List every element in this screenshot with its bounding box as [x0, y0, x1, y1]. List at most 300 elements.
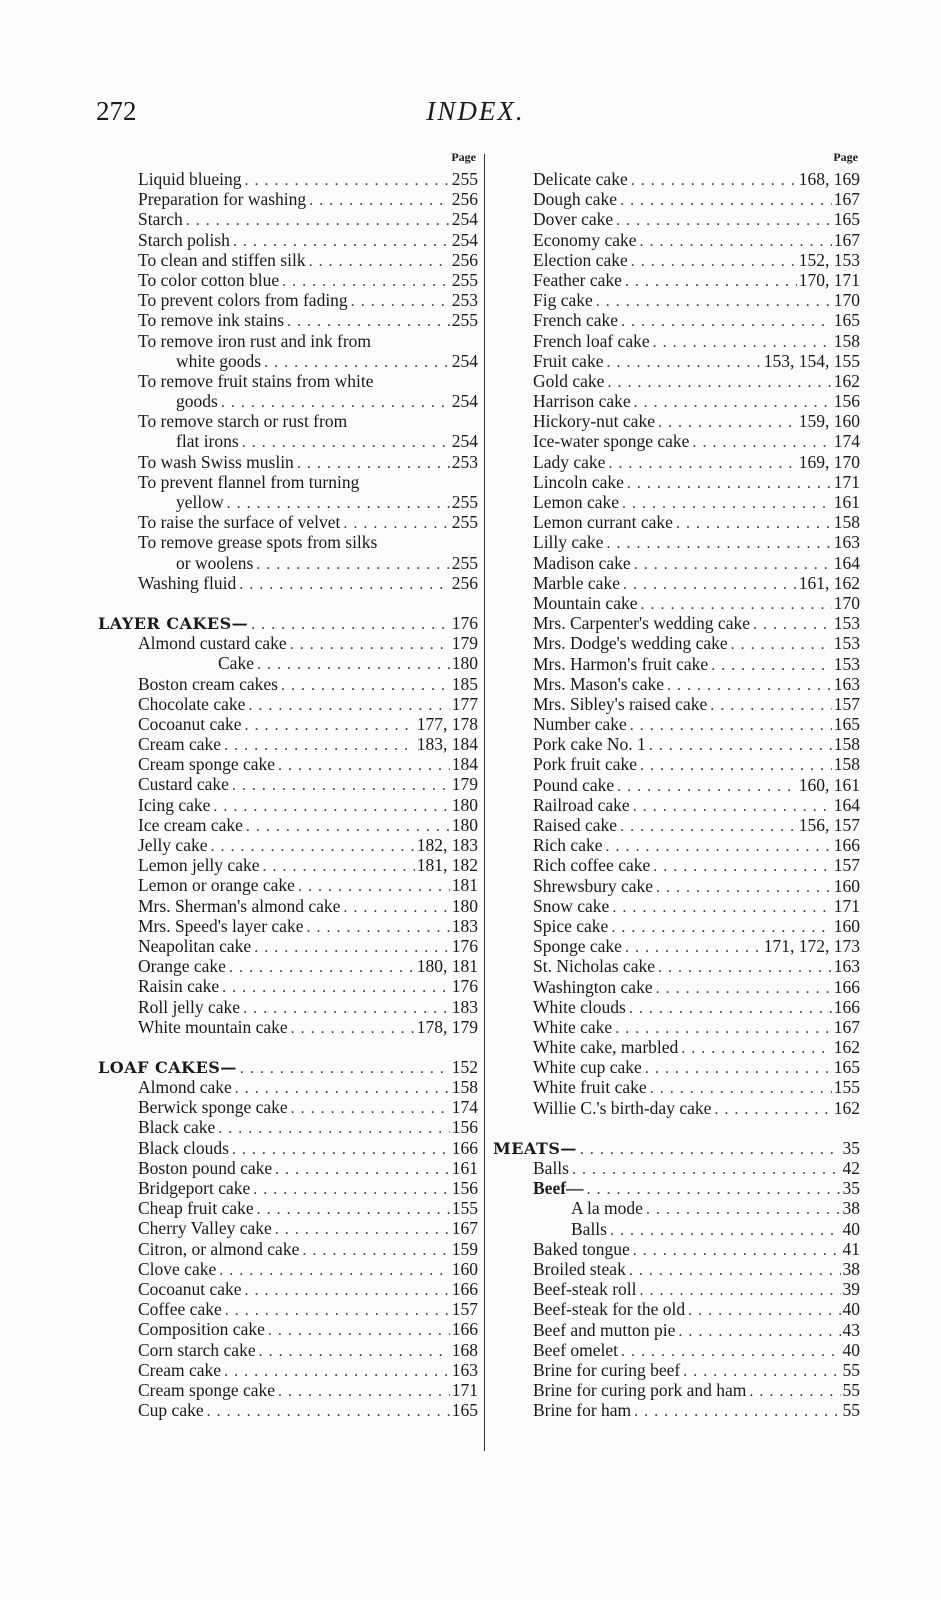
entry-page: 157 [451, 1299, 478, 1320]
index-entry [493, 472, 860, 492]
entry-label: Preparation for washing [138, 189, 307, 210]
dot-leader [622, 273, 797, 290]
entry-label: Pork fruit cake [533, 754, 637, 775]
entry-page: 40 [842, 1218, 860, 1239]
entry-label: Feather cake [533, 269, 622, 290]
entry-page: 163 [833, 956, 860, 977]
index-entry [98, 1239, 478, 1259]
index-entry [493, 553, 860, 573]
section-heading [98, 1057, 478, 1077]
index-entry [493, 431, 860, 451]
entry-label: To prevent flannel from turning [138, 471, 360, 492]
index-entry [493, 1178, 860, 1198]
index-entry [98, 795, 478, 815]
dot-leader [242, 1282, 450, 1299]
dot-leader [617, 818, 797, 835]
entry-label: Clove cake [138, 1258, 217, 1279]
entry-page: 167 [833, 229, 860, 250]
entry-label: Beef-steak roll [533, 1279, 637, 1300]
entry-page: 180 [451, 814, 478, 835]
entry-page: 166 [451, 1278, 478, 1299]
dot-leader [239, 434, 450, 451]
index-entry [493, 371, 860, 391]
entry-page: 38 [842, 1198, 860, 1219]
column-divider [484, 154, 485, 1451]
index-entry [493, 613, 860, 633]
entry-label: Lemon jelly cake [138, 855, 260, 876]
index-entry [493, 876, 860, 896]
index-entry [98, 250, 478, 270]
entry-label: Gold cake [533, 370, 605, 391]
entry-label: Lemon cake [533, 492, 619, 512]
index-entry [493, 250, 860, 270]
index-entry [98, 694, 478, 714]
dot-leader [254, 1201, 450, 1218]
dot-leader [229, 777, 450, 794]
index-column-right [493, 150, 860, 1420]
entry-page: 165 [833, 209, 860, 230]
index-list [98, 169, 478, 1420]
index-entry [98, 553, 478, 573]
index-entry [98, 1218, 478, 1238]
dot-leader [646, 737, 832, 754]
dot-leader [340, 515, 449, 532]
dot-leader [650, 334, 832, 351]
dot-leader [614, 778, 797, 795]
entry-page: 152 [451, 1056, 478, 1077]
index-entry [98, 916, 478, 936]
index-entry [493, 754, 860, 774]
entry-page: 160 [833, 875, 860, 896]
index-entry [493, 916, 860, 936]
index-entry [98, 1158, 478, 1178]
index-entry [493, 209, 860, 229]
dot-leader [711, 1101, 831, 1118]
entry-page: 55 [842, 1380, 860, 1401]
entry-label: Sponge cake [533, 936, 622, 957]
entry-label: Citron, or almond cake [138, 1238, 300, 1259]
entry-label: To prevent colors from fading [138, 290, 348, 311]
section-heading [98, 613, 478, 633]
index-entry [493, 189, 860, 209]
dot-leader [275, 1383, 450, 1400]
page-title: INDEX. [426, 96, 525, 126]
index-entry [493, 734, 860, 754]
entry-label: To clean and stiffen silk [138, 249, 306, 270]
index-entry [493, 977, 860, 997]
dot-leader [685, 1302, 840, 1319]
dot-leader [673, 515, 832, 532]
entry-label: Shrewsbury cake [533, 875, 654, 896]
entry-label: Spice cake [533, 915, 609, 936]
index-entry [493, 1259, 860, 1279]
entry-page: 156, 157 [798, 815, 860, 835]
entry-page: 255 [451, 310, 478, 331]
index-list [493, 169, 860, 1420]
entry-page: 256 [451, 249, 478, 270]
entry-label: Election cake [533, 249, 628, 270]
dot-leader [584, 1181, 841, 1198]
entry-page: 163 [833, 673, 860, 694]
dot-leader [647, 1080, 832, 1097]
entry-page: 171 [833, 471, 860, 492]
entry-page: 180 [451, 653, 478, 674]
dot-leader [272, 1161, 450, 1178]
dot-leader [240, 1000, 450, 1017]
index-entry [98, 472, 478, 492]
entry-page: 153 [833, 613, 860, 634]
dot-leader [628, 172, 797, 189]
entry-page: 157 [833, 855, 860, 876]
index-entry [98, 714, 478, 734]
entry-page: 185 [451, 673, 478, 694]
dot-leader [607, 1222, 841, 1239]
index-entry [98, 754, 478, 774]
index-entry [98, 1380, 478, 1400]
section-gap [98, 1037, 478, 1057]
index-entry [98, 633, 478, 653]
column-header: Page [451, 150, 476, 164]
dot-leader [253, 556, 449, 573]
entry-label: White cake [533, 1016, 613, 1037]
entry-page: 164 [833, 794, 860, 815]
entry-label: Mrs. Sherman's almond cake [138, 895, 341, 916]
entry-label: goods [176, 391, 218, 412]
entry-page: 155 [833, 1077, 860, 1098]
entry-page: 181 [451, 875, 478, 896]
dot-leader [628, 253, 797, 270]
entry-page: 167 [833, 189, 860, 210]
entry-label: Dough cake [533, 189, 618, 210]
entry-page: 254 [451, 209, 478, 230]
index-entry [98, 674, 478, 694]
entry-label: Boston pound cake [138, 1157, 273, 1178]
index-entry [493, 1299, 860, 1319]
entry-label: Baked tongue [533, 1238, 630, 1259]
index-entry [98, 189, 478, 209]
entry-page: 179 [451, 774, 478, 795]
entry-label: white goods [176, 350, 262, 371]
entry-page: 166 [833, 996, 860, 1017]
entry-page: 254 [451, 350, 478, 371]
entry-page: 55 [842, 1400, 860, 1421]
entry-page: 180 [451, 895, 478, 916]
entry-label: Chocolate cake [138, 693, 246, 714]
entry-label: Railroad cake [533, 794, 630, 815]
entry-label: Rich cake [533, 835, 603, 856]
entry-page: 164 [833, 552, 860, 573]
entry-page: 176 [451, 935, 478, 956]
dot-leader [265, 1322, 450, 1339]
index-entry [493, 593, 860, 613]
index-entry [493, 492, 860, 512]
dot-leader [295, 878, 450, 895]
entry-label: Cream cake [138, 1359, 222, 1380]
entry-label: Delicate cake [533, 169, 628, 189]
index-entry [98, 1319, 478, 1339]
dot-leader [577, 1141, 841, 1158]
dot-leader [613, 212, 832, 229]
entry-label: Pound cake [533, 774, 615, 795]
index-entry [493, 230, 860, 250]
entry-page: 255 [451, 512, 478, 533]
entry-page: 161 [451, 1157, 478, 1178]
dot-leader [221, 1363, 450, 1380]
dot-leader [259, 858, 414, 875]
index-entry [493, 775, 860, 795]
entry-label: or woolens [176, 552, 254, 573]
entry-page: 41 [842, 1238, 860, 1259]
entry-label: Lemon or orange cake [138, 875, 295, 896]
dot-leader [618, 1343, 840, 1360]
dot-leader [655, 414, 797, 431]
dot-leader [675, 1323, 840, 1340]
entry-page: 152, 153 [798, 249, 860, 270]
dot-leader [229, 1141, 450, 1158]
dot-leader [279, 273, 450, 290]
dot-leader [626, 1000, 832, 1017]
index-entry [493, 331, 860, 351]
dot-leader [218, 394, 450, 411]
index-entry [493, 1239, 860, 1259]
entry-label: St. Nicholas cake [533, 956, 655, 977]
dot-leader [653, 980, 832, 997]
entry-label: Cake [218, 653, 254, 674]
index-entry [493, 310, 860, 330]
column-header: Page [833, 150, 858, 164]
entry-label: Mrs. Speed's layer cake [138, 915, 304, 936]
index-entry [98, 1077, 478, 1097]
entry-page: 256 [451, 189, 478, 210]
index-entry [98, 1299, 478, 1319]
entry-label: Berwick sponge cake [138, 1097, 288, 1118]
index-entry [493, 1037, 860, 1057]
entry-page: 160 [451, 1258, 478, 1279]
entry-label: Number cake [533, 714, 627, 735]
entry-page: 160 [833, 915, 860, 936]
entry-label: Jelly cake [138, 835, 208, 855]
index-entry [493, 1158, 860, 1178]
index-entry [493, 1017, 860, 1037]
dot-leader [653, 879, 832, 896]
dot-leader [245, 697, 449, 714]
entry-label: White clouds [533, 996, 626, 1017]
entry-page: 178, 179 [416, 1016, 478, 1037]
entry-label: Cherry Valley cake [138, 1218, 272, 1239]
dot-leader [183, 212, 450, 229]
dot-leader [272, 1221, 450, 1238]
entry-page: 170 [833, 592, 860, 613]
dot-leader [612, 1020, 832, 1037]
entry-label: Rich coffee cake [533, 855, 651, 876]
dot-leader [637, 757, 832, 774]
entry-label: Mrs. Carpenter's wedding cake [533, 613, 750, 634]
entry-label: Brine for ham [533, 1400, 632, 1421]
index-entry [98, 1259, 478, 1279]
entry-page: 171, 172, 173 [763, 936, 860, 957]
index-entry [98, 734, 478, 754]
entry-label: To wash Swiss muslin [138, 451, 294, 472]
index-entry [493, 654, 860, 674]
entry-label: Cream cake [138, 734, 222, 755]
dot-leader [278, 677, 450, 694]
index-entry [493, 1380, 860, 1400]
index-entry [493, 674, 860, 694]
entry-page: 162 [833, 1037, 860, 1058]
index-entry [493, 1320, 860, 1340]
index-entry [98, 270, 478, 290]
entry-page: 165 [833, 1057, 860, 1078]
index-entry [98, 1097, 478, 1117]
entry-label: White cake, marbled [533, 1037, 679, 1058]
entry-page: 165 [833, 714, 860, 735]
dot-leader [642, 1060, 832, 1077]
dot-leader [631, 1403, 840, 1420]
dot-leader [618, 313, 832, 330]
index-entry [493, 391, 860, 411]
dot-leader [746, 1383, 840, 1400]
index-entry [493, 896, 860, 916]
index-entry [493, 1219, 860, 1239]
entry-page: 253 [451, 290, 478, 311]
entry-page: 158 [833, 734, 860, 755]
entry-label: French cake [533, 310, 619, 331]
index-entry [98, 653, 478, 673]
entry-page: 159 [451, 1238, 478, 1259]
index-entry [493, 835, 860, 855]
index-entry [493, 855, 860, 875]
entry-label: Mrs. Sibley's raised cake [533, 693, 708, 714]
index-entry [98, 351, 478, 371]
dot-leader [230, 233, 450, 250]
entry-label: Washing fluid [138, 572, 237, 593]
index-entry [493, 694, 860, 714]
entry-page: 156 [833, 391, 860, 412]
entry-label: Neapolitan cake [138, 935, 252, 956]
entry-label: Ice cream cake [138, 814, 243, 835]
entry-page: 153 [833, 633, 860, 654]
dot-leader [602, 838, 831, 855]
entry-page: 165 [451, 1400, 478, 1421]
entry-page: 176 [451, 976, 478, 997]
entry-label: White fruit cake [533, 1077, 647, 1098]
dot-leader [728, 636, 832, 653]
dot-leader [624, 475, 832, 492]
entry-label: flat irons [176, 431, 239, 452]
entry-page: 161, 162 [798, 572, 860, 593]
index-entry [493, 1057, 860, 1077]
entry-page: 256 [451, 572, 478, 593]
index-entry [98, 1279, 478, 1299]
index-entry [98, 310, 478, 330]
entry-label: To color cotton blue [138, 269, 280, 290]
entry-label: Roll jelly cake [138, 996, 241, 1017]
index-entry [98, 956, 478, 976]
index-entry [98, 1017, 478, 1037]
dot-leader [689, 434, 831, 451]
entry-page: 170 [833, 290, 860, 311]
entry-page: 35 [842, 1178, 860, 1199]
entry-page: 255 [451, 269, 478, 290]
entry-page: 176 [451, 612, 478, 633]
entry-label: Composition cake [138, 1319, 265, 1340]
index-entry [493, 290, 860, 310]
index-entry [493, 633, 860, 653]
entry-page: 168 [451, 1339, 478, 1360]
entry-page: 38 [842, 1258, 860, 1279]
entry-label: LOAF CAKES— [98, 1057, 237, 1077]
entry-label: Pork cake No. 1 [533, 734, 646, 755]
entry-label: Liquid blueing [138, 169, 242, 189]
dot-leader [630, 798, 832, 815]
entry-label: Beef omelet [533, 1339, 619, 1360]
index-entry [493, 997, 860, 1017]
dot-leader [221, 737, 415, 754]
entry-label: Fig cake [533, 290, 593, 311]
dot-leader [294, 455, 450, 472]
entry-label: Icing cake [138, 794, 211, 815]
dot-leader [210, 798, 449, 815]
dot-leader [608, 919, 831, 936]
entry-page: 40 [842, 1339, 860, 1360]
entry-page: 158 [833, 754, 860, 775]
entry-page: 183, 184 [416, 734, 478, 755]
entry-label: Beef and mutton pie [533, 1319, 676, 1340]
entry-label: Almond custard cake [138, 633, 287, 654]
page-number: 272 [96, 96, 137, 126]
dot-leader [630, 1242, 841, 1259]
dot-leader [216, 1262, 450, 1279]
entry-label: Economy cake [533, 229, 637, 250]
index-entry [98, 835, 478, 855]
entry-page: 166 [451, 1137, 478, 1158]
entry-label: Corn starch cake [138, 1339, 256, 1360]
dot-leader [303, 919, 449, 936]
dot-leader [617, 192, 832, 209]
entry-label: To remove grease spots from silks [138, 532, 378, 553]
dot-leader [248, 616, 450, 633]
dot-leader [254, 656, 450, 673]
index-entry [98, 1360, 478, 1380]
index-entry [98, 331, 478, 351]
index-entry [98, 411, 478, 431]
dot-leader [224, 495, 450, 512]
dot-leader [243, 818, 450, 835]
dot-leader [619, 495, 832, 512]
entry-page: 166 [833, 976, 860, 997]
dot-leader [637, 233, 832, 250]
dot-leader [340, 899, 449, 916]
entry-page: 158 [833, 512, 860, 533]
entry-label: Brine for curing pork and ham [533, 1380, 747, 1401]
dot-leader [261, 354, 450, 371]
entry-page: 174 [833, 431, 860, 452]
entry-page: 183 [451, 996, 478, 1017]
index-entry [98, 1117, 478, 1137]
index-entry [98, 815, 478, 835]
dot-leader [215, 1120, 450, 1137]
entry-page: 161 [833, 492, 860, 512]
index-entry [98, 1178, 478, 1198]
index-entry [98, 512, 478, 532]
entry-label: Lincoln cake [533, 471, 624, 492]
dot-leader [284, 313, 450, 330]
dot-leader [348, 293, 450, 310]
dot-leader [627, 717, 832, 734]
entry-label: Brine for curing beef [533, 1359, 681, 1380]
entry-label: Lemon currant cake [533, 512, 673, 533]
entry-label: French loaf cake [533, 330, 650, 351]
